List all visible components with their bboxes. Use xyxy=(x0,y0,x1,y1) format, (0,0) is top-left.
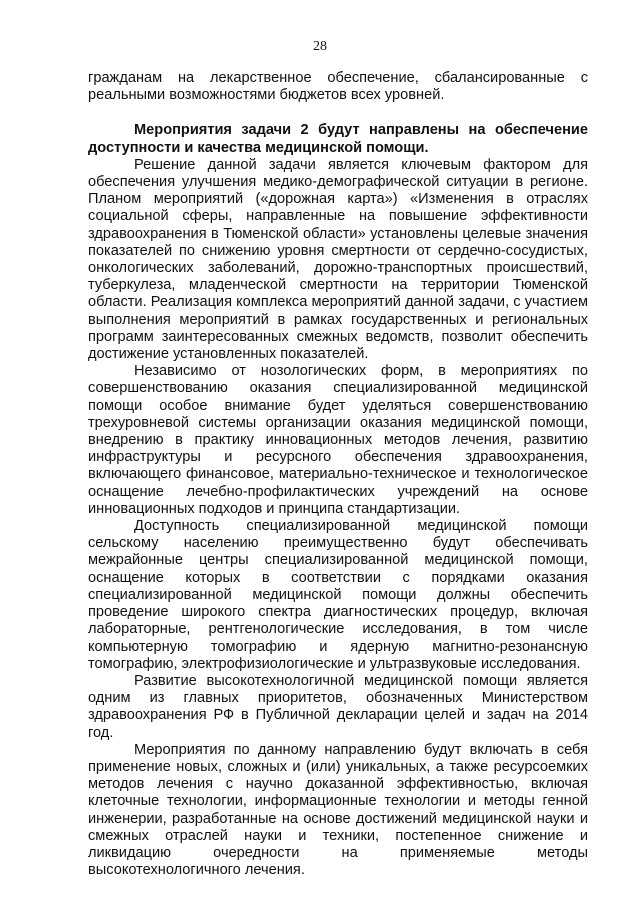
paragraph: Мероприятия по данному направлению будут включать в себя применение новых, сложных и (или) уникальных, а также ресурсоемких методов лечения с научно доказанной эффективностью, включая клеточные технологии, информационные технологии и методы генной инженерии, разработанные на основе достижений медицинской науки и смежных отраслей науки и техники, постепенное снижение и ликвидацию очередности на применяемые методы высокотехнологичного лечения. xyxy=(88,741,588,879)
paragraph: Развитие высокотехнологичной медицинской помощи является одним из главных приоритетов, обозначенных Министерством здравоохранения РФ в Публичной декларации целей и задач на 2014 год. xyxy=(88,672,588,741)
paragraph: Независимо от нозологических форм, в мероприятиях по совершенствованию оказания специализированной медицинской помощи особое внимание будет уделяться совершенствованию трехуровневой системы организации оказания медицинской помощи, внедрению в практику инновационных методов лечения, развитию инфраструктуры и ресурсного обеспечения здравоохранения, включающего финансовое, материально-техническое и технологическое оснащение лечебно-профилактических учреждений на основе инновационных подходов и принципа стандартизации. xyxy=(88,363,588,517)
document-body xyxy=(88,70,588,879)
paragraph-continuation: гражданам на лекарственное обеспечение, сбалансированные с реальными возможностями бюджетов всех уровней. xyxy=(88,70,588,104)
section-heading: Мероприятия задачи 2 будут направлены на обеспечение доступности и качества медицинской помощи. xyxy=(88,122,588,156)
paragraph: Доступность специализированной медицинской помощи сельскому населению преимущественно будут обеспечивать межрайонные центры специализированной медицинской помощи, оснащение которых в соответствии с порядками оказания специализированной медицинской помощи должны обеспечить проведение широкого спектра диагностических процедур, включая лабораторные, рентгенологические исследования, в том числе компьютерную томографию и ядерную магнитно-резонансную томографию, электрофизиологические и ультразвуковые исследования. xyxy=(88,518,588,672)
page-number: 28 xyxy=(313,39,327,54)
paragraph: Решение данной задачи является ключевым фактором для обеспечения улучшения медико-демографической ситуации в регионе. Планом мероприятий («дорожная карта») «Изменения в отраслях социальной сферы, направленные на повышение эффективности здравоохранения в Тюменской области» установлены целевые значения показателей по снижению уровня смертности от сердечно-сосудистых, онкологических заболеваний, дорожно-транспортных происшествий, туберкулеза, младенческой смертности на территории Тюменской области. Реализация комплекса мероприятий данной задачи, с участием выполнения мероприятий в рамках государственных и региональных программ заинтересованных смежных ведомств, позволит обеспечить достижение установленных показателей. xyxy=(88,156,588,363)
